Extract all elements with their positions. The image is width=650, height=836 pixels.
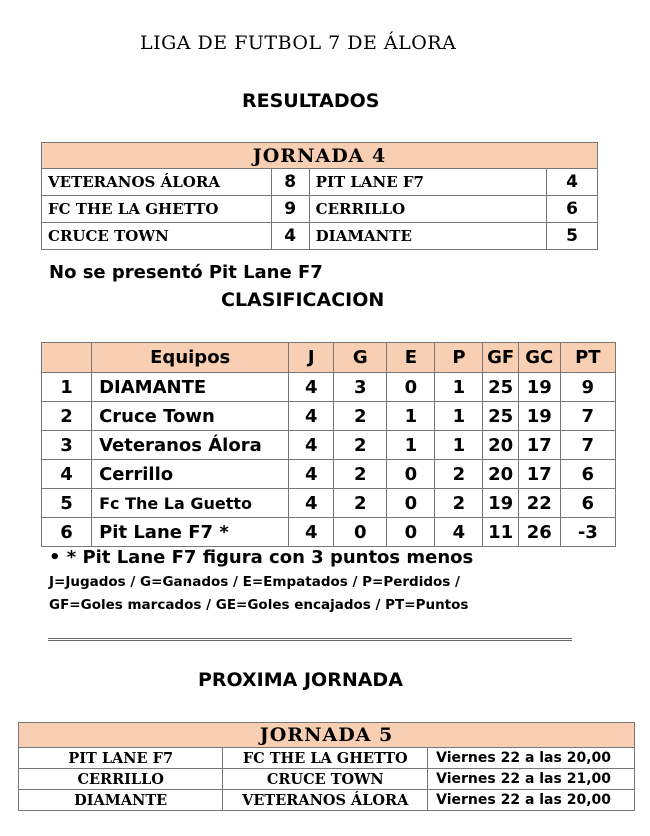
home-team: CERRILLO [19,769,223,790]
header-gf: GF [483,343,518,373]
points: 7 [560,431,615,460]
away-team: CRUCE TOWN [223,769,428,790]
away-team: CERRILLO [309,196,546,223]
lost: 2 [435,460,483,489]
drawn: 0 [387,489,435,518]
team-name: Veteranos Álora [92,431,289,460]
round4-header: JORNADA 4 [42,143,598,169]
won: 0 [334,518,387,547]
home-score: 4 [271,223,309,250]
played: 4 [289,402,334,431]
played: 4 [289,460,334,489]
section-divider [48,638,572,641]
goals-for: 20 [483,431,518,460]
points: 9 [560,373,615,402]
match-row [42,169,598,196]
goals-against: 19 [518,402,560,431]
lost: 1 [435,431,483,460]
won: 3 [334,373,387,402]
match-row [42,196,598,223]
home-team: DIAMANTE [19,790,223,811]
standings-title: CLASIFICACION [221,289,385,311]
standings-row [42,489,616,518]
penalty-note [49,547,473,568]
home-team: VETERANOS ÁLORA [42,169,272,196]
league-title: LIGA DE FUTBOL 7 DE ÁLORA [140,32,457,54]
points: 6 [560,489,615,518]
home-team: PIT LANE F7 [19,748,223,769]
lost: 2 [435,489,483,518]
standings-row [42,460,616,489]
header-g: G [334,343,387,373]
position: 5 [42,489,92,518]
drawn: 1 [387,431,435,460]
match-time: Viernes 22 a las 20,00 [428,748,635,769]
standings-row [42,431,616,460]
goals-for: 25 [483,402,518,431]
penalty-note-text: * Pit Lane F7 figura con 3 puntos menos [66,547,474,568]
lost: 4 [435,518,483,547]
position: 2 [42,402,92,431]
header-e: E [387,343,435,373]
lost: 1 [435,373,483,402]
played: 4 [289,431,334,460]
position: 3 [42,431,92,460]
goals-against: 19 [518,373,560,402]
points: 6 [560,460,615,489]
drawn: 0 [387,518,435,547]
header-pt: PT [560,343,615,373]
team-name: Cerrillo [92,460,289,489]
lost: 1 [435,402,483,431]
won: 2 [334,431,387,460]
fixture-row [19,769,635,790]
away-score: 6 [547,196,598,223]
away-score: 5 [547,223,598,250]
away-score: 4 [547,169,598,196]
header-team: Equipos [92,343,289,373]
drawn: 0 [387,460,435,489]
drawn: 1 [387,402,435,431]
results-title: RESULTADOS [242,90,380,112]
points: 7 [560,402,615,431]
match-row [42,223,598,250]
round5-fixtures-table [18,722,635,811]
drawn: 0 [387,373,435,402]
away-team: PIT LANE F7 [309,169,546,196]
won: 2 [334,402,387,431]
position: 4 [42,460,92,489]
fixture-row [19,748,635,769]
team-name: Cruce Town [92,402,289,431]
goals-against: 26 [518,518,560,547]
played: 4 [289,489,334,518]
away-team: VETERANOS ÁLORA [223,790,428,811]
header-gc: GC [518,343,560,373]
won: 2 [334,489,387,518]
goals-for: 11 [483,518,518,547]
away-team: FC THE LA GHETTO [223,748,428,769]
away-team: DIAMANTE [309,223,546,250]
played: 4 [289,373,334,402]
home-score: 9 [271,196,309,223]
home-team: FC THE LA GHETTO [42,196,272,223]
goals-for: 20 [483,460,518,489]
won: 2 [334,460,387,489]
legend-line-1: J=Jugados / G=Ganados / E=Empatados / P=Perdidos / [49,574,460,590]
round5-header: JORNADA 5 [19,723,635,748]
header-j: J [289,343,334,373]
goals-against: 17 [518,460,560,489]
played: 4 [289,518,334,547]
header-pos [42,343,92,373]
bullet-icon: • [49,547,61,568]
team-name: Fc The La Guetto [92,489,289,518]
goals-for: 19 [483,489,518,518]
standings-header-row [42,343,616,373]
match-time: Viernes 22 a las 21,00 [428,769,635,790]
goals-against: 22 [518,489,560,518]
standings-table [41,342,616,547]
position: 6 [42,518,92,547]
next-round-title: PROXIMA JORNADA [198,669,403,691]
goals-against: 17 [518,431,560,460]
home-team: CRUCE TOWN [42,223,272,250]
position: 1 [42,373,92,402]
match-time: Viernes 22 a las 20,00 [428,790,635,811]
fixture-row [19,790,635,811]
round4-results-table [41,142,598,250]
team-name: DIAMANTE [92,373,289,402]
legend-line-2: GF=Goles marcados / GE=Goles encajados / PT=Puntos [49,597,469,613]
goals-for: 25 [483,373,518,402]
team-name: Pit Lane F7 * [92,518,289,547]
home-score: 8 [271,169,309,196]
standings-row [42,373,616,402]
standings-row [42,518,616,547]
header-p: P [435,343,483,373]
points: -3 [560,518,615,547]
standings-row [42,402,616,431]
no-show-note: No se presentó Pit Lane F7 [49,262,323,283]
